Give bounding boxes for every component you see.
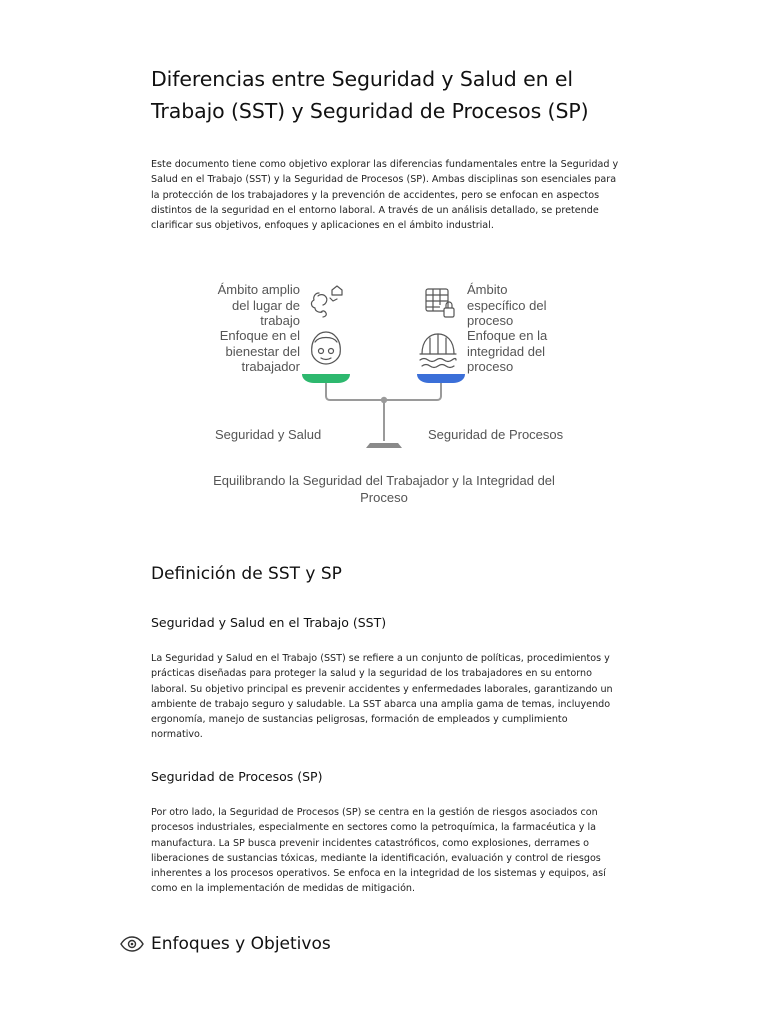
worker-home-icon [311, 286, 342, 317]
left-item-2-line: bienestar del [225, 343, 300, 359]
balance-diagram [200, 276, 580, 516]
diagram-caption [200, 473, 568, 506]
right-item-1-line: Ámbito [467, 282, 508, 297]
intro-paragraph: Este documento tiene como objetivo explorar las diferencias fundamentales entre la Seguridad y Salud en el Trabajo (SST) y la Seguridad de Procesos (SP). Ambas disciplinas son esenciales para la protección de los trabajadores y la prevención de accidentes, pero se enfocan en aspectos distintos de la seguridad en el entorno laboral. A través de un análisis detallado, se pretende clarificar sus objetivos, enfoques y aplicaciones en el ámbito industrial. [151, 159, 619, 232]
subsection-heading-sp: Seguridad de Procesos (SP) [151, 769, 323, 784]
diagram-caption-line: Proceso [360, 489, 408, 505]
left-label: Seguridad y Salud [215, 427, 322, 442]
subsection-heading-sst: Seguridad y Salud en el Trabajo (SST) [151, 615, 387, 630]
left-item-2-line: trabajador [241, 359, 300, 375]
section-heading: Definición de SST y SP [151, 564, 342, 584]
worker-face-icon [312, 332, 341, 364]
diagram-caption-line: Equilibrando la Seguridad del Trabajador y la Integridad del [213, 473, 555, 488]
helmet-waves-icon [420, 334, 456, 368]
page-title: Diferencias entre Seguridad y Salud en el Trabajo (SST) y Seguridad de Procesos (SP) [151, 67, 589, 123]
left-item-2-line: Enfoque en el [219, 328, 300, 343]
left-item-1-line: Ámbito amplio [217, 282, 300, 297]
right-item-2-line: Enfoque en la [467, 328, 548, 343]
balance-pivot [381, 397, 387, 403]
right-item-1-line: proceso [467, 313, 514, 329]
section-heading-enfoques: Enfoques y Objetivos [151, 934, 331, 954]
left-item-1-line: trabajo [260, 313, 300, 329]
left-pan [302, 374, 350, 383]
right-item-2-line: proceso [467, 359, 514, 375]
balance-base [366, 443, 402, 448]
eye-icon [120, 936, 144, 952]
right-label: Seguridad de Procesos [428, 427, 564, 442]
sst-paragraph: La Seguridad y Salud en el Trabajo (SST) se refiere a un conjunto de políticas, procedimientos y prácticas diseñadas para proteger la salud y la seguridad de los trabajadores en su entorno laboral. Su objetivo principal es prevenir accidentes y enfermedades laborales, garantizando un ambiente de trabajo seguro y saludable. La SST abarca una amplia gama de temas, incluyendo ergonomía, manejo de sustancias peligrosas, formación de empleados y cumplimiento normativo. [151, 653, 613, 741]
right-pan [417, 374, 465, 383]
sp-paragraph: Por otro lado, la Seguridad de Procesos (SP) se centra en la gestión de riesgos asociados con procesos industriales, especialmente en sectores como la petroquímica, la farmacéutica y la manufactura. La SP busca prevenir incidentes catastróficos, como explosiones, derrames o liberaciones de sustancias tóxicas, mediante la identificación, evaluación y control de riesgos inherentes a los procesos operativos. Se enfoca en la integridad de los sistemas y equipos, así como en la implementación de medidas de mitigación. [151, 807, 606, 895]
right-item-2-line: integridad del [467, 343, 546, 359]
right-item-1-line: específico del [467, 297, 547, 313]
left-item-1-line: del lugar de [232, 297, 300, 313]
process-grid-lock-icon [426, 289, 454, 317]
